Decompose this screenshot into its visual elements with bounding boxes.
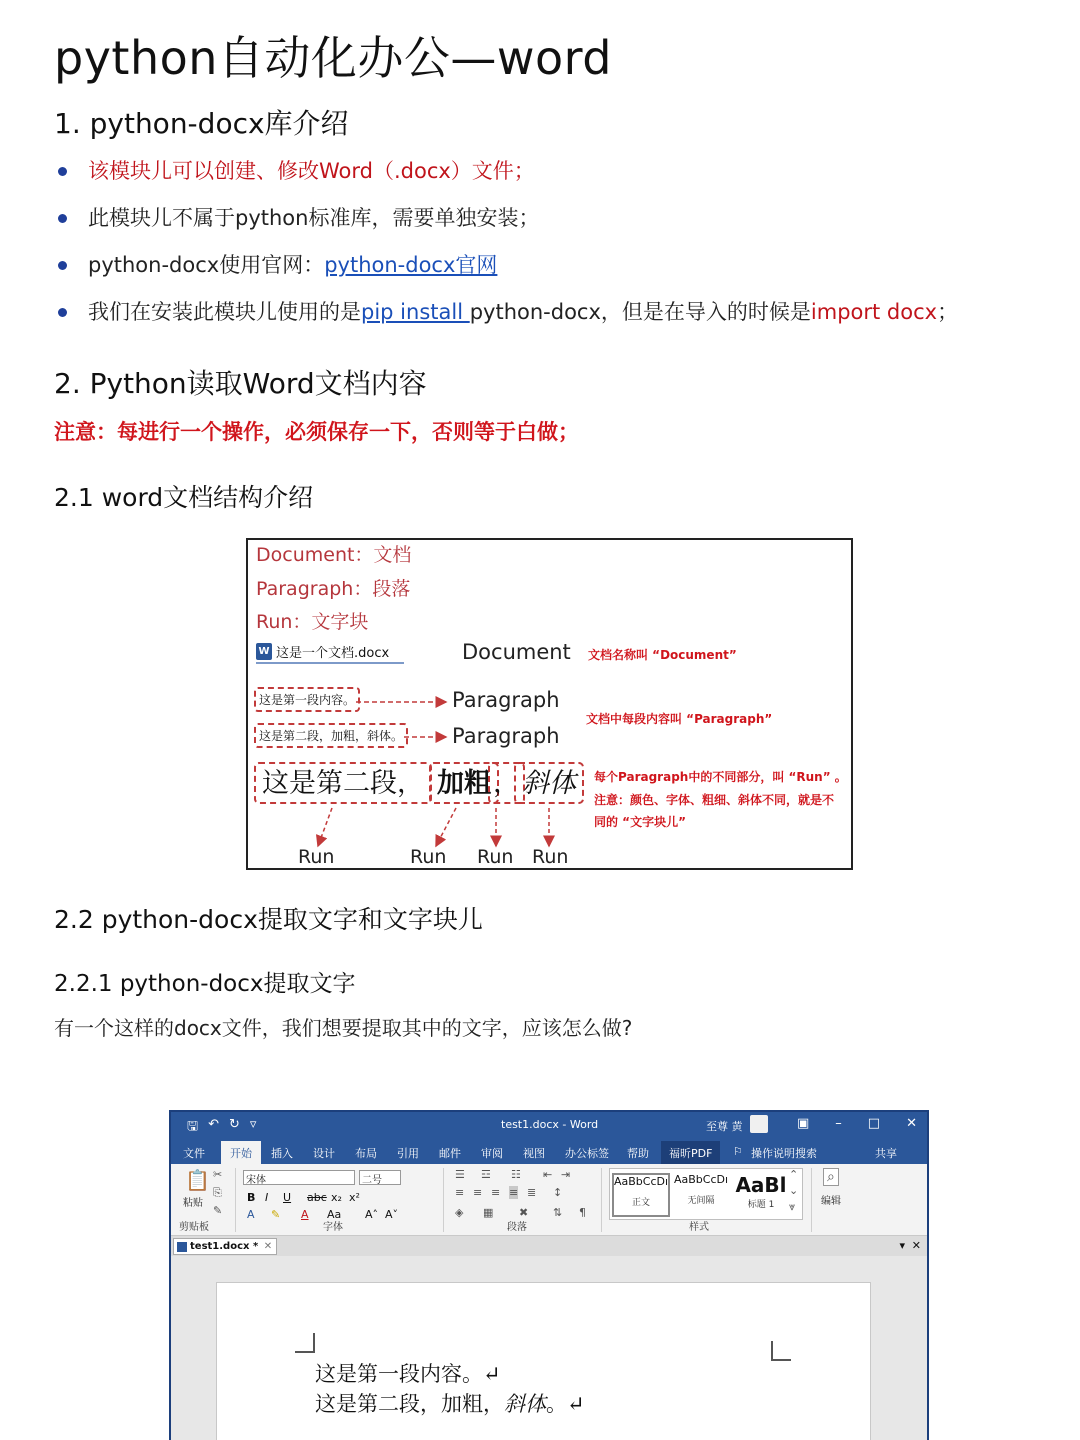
numbering-icon[interactable]: ☲	[481, 1168, 491, 1181]
tab-mailings[interactable]: 邮件	[439, 1147, 461, 1160]
tab-file[interactable]: 文件	[183, 1147, 205, 1160]
tab-office-tabs[interactable]: 办公标签	[565, 1147, 609, 1160]
redo-icon[interactable]: ↻	[228, 1117, 240, 1132]
sort-icon[interactable]: ⇅	[553, 1206, 563, 1219]
styles-scroll-up-icon[interactable]: ⌃	[789, 1168, 799, 1181]
style-normal[interactable]: AaBbCcDı 正文	[612, 1173, 670, 1217]
page-title: python自动化办公—word	[54, 31, 612, 85]
group-styles: 样式	[689, 1222, 709, 1233]
list-item: 此模块儿不属于python标准库，需要单独安装；	[58, 201, 958, 248]
borders-icon[interactable]: ▦	[483, 1206, 494, 1219]
close-document-icon[interactable]: ✕	[911, 1239, 921, 1252]
word-window	[169, 1110, 929, 1440]
share-button[interactable]: 共享	[875, 1147, 897, 1160]
document-label: Document	[462, 640, 571, 664]
list-item: python-docx使用官网：python-docx官网	[58, 248, 958, 295]
legend-run: Run：文字块	[256, 611, 369, 633]
warning-note: 注意：每进行一个操作，必须保存一下，否则等于白做；	[54, 420, 579, 444]
highlight-icon[interactable]: ✎	[271, 1208, 281, 1221]
paragraph-label: Paragraph	[452, 688, 560, 712]
question-text: 有一个这样的docx文件，我们想要提取其中的文字，应该怎么做?	[54, 1016, 633, 1040]
word-titlebar	[171, 1112, 927, 1138]
strikethrough-icon[interactable]: abc	[307, 1191, 327, 1204]
show-marks-icon[interactable]: ¶	[579, 1206, 586, 1219]
document-tab[interactable]: test1.docx * ✕	[173, 1238, 277, 1255]
font-size-select[interactable]: 二号	[359, 1170, 401, 1185]
find-icon[interactable]: ⌕	[823, 1168, 839, 1186]
subscript-icon[interactable]: x₂	[331, 1191, 342, 1204]
bold-icon[interactable]: B	[247, 1191, 256, 1204]
list-item: 我们在安装此模块儿使用的是pip install python-docx，但是在导入的时候是import docx；	[58, 295, 958, 342]
styles-more-icon[interactable]: ⩔	[789, 1200, 796, 1213]
paragraph1-box: 这是第一段内容。	[254, 687, 360, 712]
superscript-icon[interactable]: x²	[349, 1191, 360, 1204]
subsection-2-2-heading: 2.2 python-docx提取文字和文字块儿	[54, 905, 483, 934]
style-no-spacing[interactable]: AaBbCcDı 无间隔	[673, 1173, 729, 1206]
run-label: Run	[410, 846, 447, 868]
italic-icon[interactable]: I	[265, 1191, 269, 1204]
document-line-2: 这是第二段，加粗，斜体。↵	[315, 1392, 585, 1416]
copy-icon[interactable]: ⎘	[213, 1186, 222, 1199]
python-docx-website-link[interactable]: python-docx官网	[324, 253, 498, 277]
bullets-icon[interactable]: ☰	[455, 1168, 465, 1181]
minimize-icon[interactable]: –	[835, 1116, 842, 1131]
group-separator	[601, 1168, 602, 1232]
tab-insert[interactable]: 插入	[271, 1147, 293, 1160]
cut-icon[interactable]: ✂	[213, 1168, 223, 1181]
paragraph-label: Paragraph	[452, 724, 560, 748]
tab-home[interactable]: 开始	[221, 1141, 261, 1165]
quick-access-toolbar	[187, 1117, 256, 1139]
avatar[interactable]	[750, 1115, 768, 1133]
user-name[interactable]: 至尊 黄	[706, 1120, 743, 1133]
word-doc-icon	[177, 1242, 187, 1252]
save-icon[interactable]: 🖫	[187, 1119, 199, 1134]
tell-me-search[interactable]: 操作说明搜索	[751, 1147, 817, 1160]
tab-layout[interactable]: 布局	[355, 1147, 377, 1160]
font-color-icon[interactable]: A	[301, 1208, 309, 1221]
tab-foxit-pdf[interactable]: 福昕PDF	[661, 1141, 720, 1165]
window-controls	[797, 1116, 917, 1131]
paste-button[interactable]: 粘贴	[183, 1198, 203, 1209]
group-separator	[235, 1168, 236, 1232]
bullet-dot-icon	[58, 308, 67, 317]
tab-view[interactable]: 视图	[523, 1147, 545, 1160]
paragraph-note: 文档中每段内容叫 “Paragraph”	[586, 712, 773, 726]
indent-icon[interactable]: ⇤	[543, 1168, 553, 1181]
margin-corner-mark	[295, 1333, 315, 1353]
editing-button[interactable]: 编辑	[821, 1196, 841, 1207]
font-name-select[interactable]: 宋体	[243, 1170, 355, 1185]
document-tabbar	[171, 1236, 927, 1256]
subsection-2-1-heading: 2.1 word文档结构介绍	[54, 483, 314, 512]
word-file-icon: W	[256, 643, 272, 660]
subsection-2-2-1-heading: 2.2.1 python-docx提取文字	[54, 971, 356, 997]
tab-review[interactable]: 审阅	[481, 1147, 503, 1160]
styles-scroll-down-icon[interactable]: ⌄	[789, 1184, 799, 1197]
run-note-line1: 每个Paragraph中的不同部分，叫 “Run” 。	[594, 770, 847, 784]
group-separator	[811, 1168, 812, 1232]
pip-install-link[interactable]: pip install	[361, 300, 470, 324]
run-box-4: 斜体	[514, 762, 584, 804]
paragraph2-box: 这是第二段，加粗，斜体。	[254, 723, 408, 748]
change-case-icon[interactable]: Aa	[327, 1208, 342, 1221]
chinese-layout-icon[interactable]: ✖	[519, 1206, 529, 1219]
run-note-line3: 同的 “文字块儿”	[594, 815, 686, 829]
group-separator	[443, 1168, 444, 1232]
customize-icon[interactable]: ▿	[249, 1117, 257, 1132]
align-center-icon[interactable]: ≡	[473, 1186, 483, 1199]
bullet-dot-icon	[58, 261, 67, 270]
close-icon[interactable]: ✕	[906, 1116, 917, 1131]
run-box-1: 这是第二段，	[254, 762, 432, 804]
distributed-icon[interactable]: ≣	[527, 1186, 537, 1199]
maximize-icon[interactable]: □	[867, 1116, 881, 1131]
docx-file-item: W 这是一个文档.docx	[256, 640, 404, 664]
legend-paragraph: Paragraph：段落	[256, 578, 411, 600]
bullet-dot-icon	[58, 167, 67, 176]
run-note-line2: 注意：颜色、字体、粗细、斜体不同，就是不	[594, 793, 835, 807]
shading-icon[interactable]: ◈	[455, 1206, 464, 1219]
close-tab-icon[interactable]: ✕	[263, 1241, 273, 1252]
line-spacing-icon[interactable]: ↕	[553, 1186, 563, 1199]
format-painter-icon[interactable]: ✎	[213, 1204, 223, 1217]
run-label: Run	[477, 846, 514, 868]
group-clipboard: 剪贴板	[179, 1222, 209, 1233]
underline-icon[interactable]: U	[283, 1191, 292, 1204]
section1-heading: 1. python-docx库介绍	[54, 107, 349, 140]
run-box-3: ，	[488, 762, 525, 804]
section2-heading: 2. Python读取Word文档内容	[54, 367, 427, 400]
style-heading-1[interactable]: AaBl 标题 1	[735, 1173, 787, 1210]
intro-bullet-list	[58, 154, 958, 342]
run-label: Run	[298, 846, 335, 868]
legend-document: Document：文档	[256, 544, 412, 566]
window-title: test1.docx - Word	[501, 1118, 599, 1131]
home-ribbon	[171, 1164, 927, 1236]
undo-icon[interactable]: ↶	[208, 1117, 219, 1132]
tab-list-dropdown-icon[interactable]: ▾	[899, 1239, 905, 1252]
word-structure-diagram	[246, 538, 853, 870]
align-left-icon[interactable]: ≡	[455, 1186, 465, 1199]
document-line-1: 这是第一段内容。↵	[315, 1362, 501, 1386]
outdent-icon[interactable]: ⇥	[561, 1168, 571, 1181]
align-right-icon[interactable]: ≡	[491, 1186, 501, 1199]
run-box-2: 加粗	[429, 762, 499, 804]
bullet-dot-icon	[58, 214, 67, 223]
margin-corner-mark	[771, 1341, 791, 1361]
multilevel-list-icon[interactable]: ☷	[511, 1168, 521, 1181]
group-font: 字体	[323, 1222, 343, 1233]
tab-help[interactable]: 帮助	[627, 1147, 649, 1160]
document-note: 文档名称叫 “Document”	[588, 648, 737, 662]
list-item: 该模块儿可以创建、修改Word（.docx）文件；	[58, 154, 958, 201]
ribbon-tabs	[171, 1138, 927, 1164]
document-page[interactable]	[216, 1282, 871, 1440]
styles-gallery	[609, 1168, 803, 1220]
text-effects-icon[interactable]: A	[247, 1208, 255, 1221]
paste-icon[interactable]: 📋	[185, 1168, 210, 1192]
justify-icon[interactable]: ≡	[509, 1186, 519, 1199]
tab-references[interactable]: 引用	[397, 1147, 419, 1160]
grow-font-icon[interactable]: A˄	[365, 1208, 379, 1221]
tab-design[interactable]: 设计	[313, 1147, 335, 1160]
lightbulb-icon: ⚐	[733, 1145, 743, 1158]
run-label: Run	[532, 846, 569, 868]
ribbon-display-icon[interactable]: ▣	[797, 1116, 810, 1131]
group-paragraph: 段落	[507, 1222, 527, 1233]
shrink-font-icon[interactable]: A˅	[385, 1208, 399, 1221]
